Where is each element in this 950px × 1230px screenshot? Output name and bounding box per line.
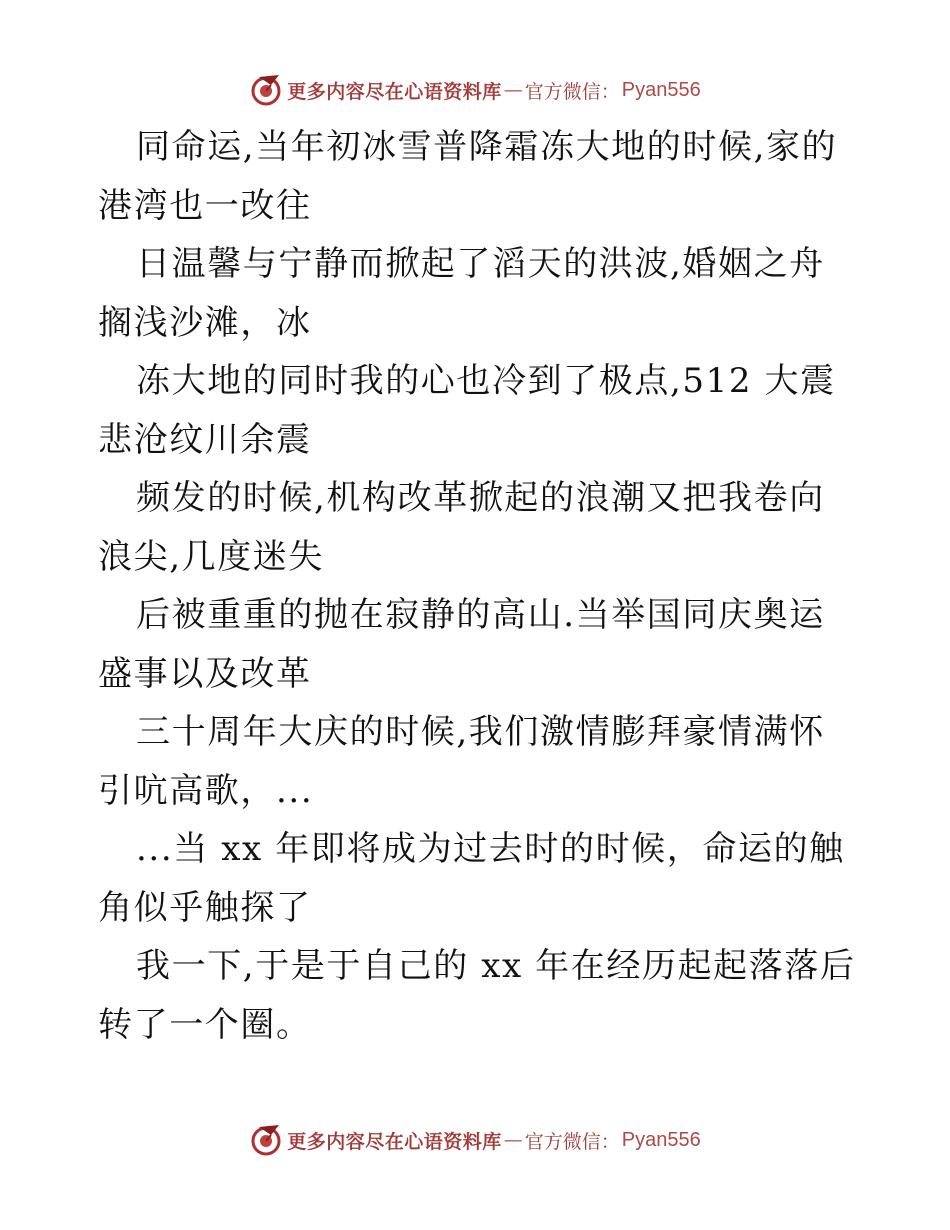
paragraph-4: 频发的时候,机构改革掀起的浪潮又把我卷向浪尖,几度迷失 [98,478,825,577]
footer-banner-text: 更多内容尽在心语资料库 [287,1130,502,1153]
header-banner-wechat-id: Pyan556 [621,78,701,101]
document-body [98,118,858,1054]
footer-banner [0,1120,950,1160]
footer-banner-separator: — [503,1129,523,1151]
header-banner-separator: — [503,79,523,101]
pen-logo-icon [249,1123,283,1157]
paragraph-3: 冻大地的同时我的心也冷到了极点,512 大震悲沧纹川余震 [98,361,836,460]
header-banner [0,70,950,110]
footer-banner-wechat-label: 官方微信： [524,1130,620,1153]
header-banner-wechat-label: 官方微信： [524,80,620,103]
paragraph-1: 同命运,当年初冰雪普降霜冻大地的时候,家的港湾也一改往 [98,127,838,226]
footer-banner-wechat-id: Pyan556 [621,1128,701,1151]
pen-logo-icon [249,73,283,107]
paragraph-2: 日温馨与宁静而掀起了滔天的洪波,婚姻之舟搁浅沙滩，冰 [98,244,825,343]
header-banner-text: 更多内容尽在心语资料库 [287,80,502,103]
paragraph-8: 我一下,于是于自己的 xx 年在经历起起落落后转了一个圈。 [98,946,856,1045]
paragraph-5: 后被重重的抛在寂静的高山.当举国同庆奥运盛事以及改革 [98,595,825,694]
paragraph-7: ...当 xx 年即将成为过去时的时候，命运的触角似乎触探了 [98,829,845,928]
paragraph-6: 三十周年大庆的时候,我们激情膨拜豪情满怀引吭高歌，... [98,712,825,811]
